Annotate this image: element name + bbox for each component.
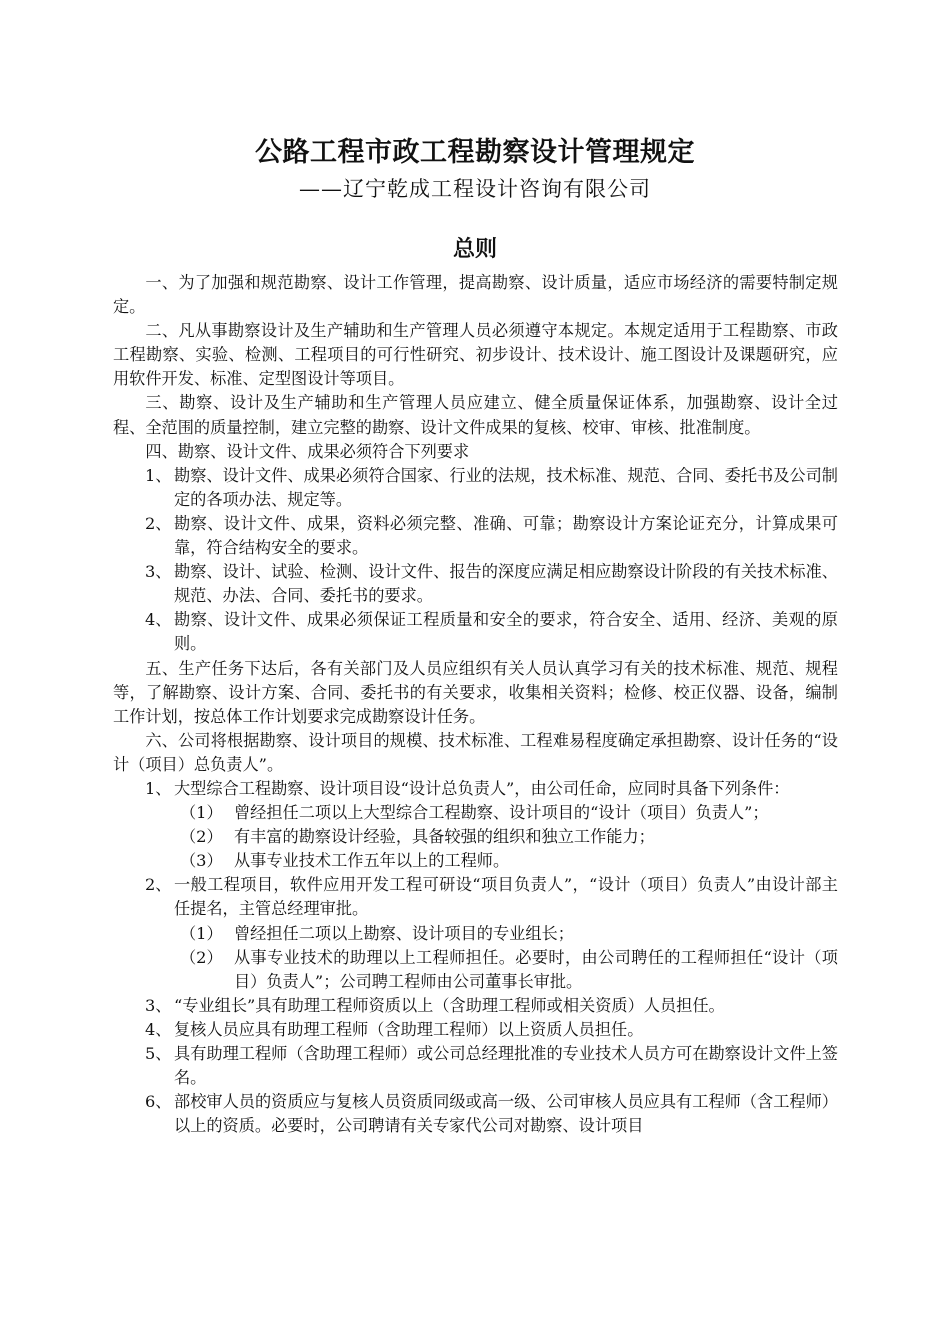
list-number: 3、 — [145, 562, 172, 582]
list-item — [113, 1090, 838, 1138]
list-number: 3、 — [145, 995, 172, 1015]
sub-list-item — [113, 922, 838, 946]
paragraph-4: 四、勘察、设计文件、成果必须符合下列要求 — [145, 441, 470, 461]
paragraph-6: 六、公司将根据勘察、设计项目的规模、技术标准、工程难易程度确定承担勘察、设计任务的“设计（项目）总负责人”。 — [113, 730, 838, 774]
paragraph-3: 三、勘察、设计及生产辅助和生产管理人员应建立、健全质量保证体系，加强勘察、设计全过程、全范围的质量控制，建立完整的勘察、设计文件成果的复核、校审、审核、批准制度。 — [113, 393, 838, 437]
list-item — [113, 1042, 838, 1090]
list-number: 2、 — [145, 513, 172, 533]
list-number: 1、 — [145, 778, 172, 798]
sub-list-item — [113, 946, 838, 994]
list-text: 具有助理工程师（含助理工程师）或公司总经理批准的专业技术人员方可在勘察设计文件上签名。 — [174, 1044, 838, 1088]
sub-list-text: 从事专业技术的助理以上工程师担任。必要时，由公司聘任的工程师担任“设计（项目）负责人”；公司聘工程师由公司董事长审批。 — [234, 947, 838, 991]
list-text: 复核人员应具有助理工程师（含助理工程师）以上资质人员担任。 — [174, 1019, 644, 1039]
list-item — [113, 464, 838, 512]
sub-list-item — [113, 825, 838, 849]
list-text: 大型综合工程勘察、设计项目设“设计总负责人”，由公司任命，应同时具备下列条件： — [174, 778, 790, 798]
list-item — [113, 994, 838, 1018]
list-item — [113, 608, 838, 656]
paragraph-1: 一、为了加强和规范勘察、设计工作管理，提高勘察、设计质量，适应市场经济的需要特制定规定。 — [113, 273, 838, 317]
list-text: 勘察、设计文件、成果，资料必须完整、准确、可靠；勘察设计方案论证充分，计算成果可靠，符合结构安全的要求。 — [174, 513, 838, 558]
sub-list-text: 从事专业技术工作五年以上的工程师。 — [234, 851, 510, 871]
sub-list-number: （2） — [180, 827, 223, 847]
list-item — [113, 1018, 838, 1042]
sub-list-number: （3） — [180, 851, 223, 871]
section-heading: 总则 — [452, 236, 497, 262]
list-number: 1、 — [145, 465, 172, 485]
list-text: 部校审人员的资质应与复核人员资质同级或高一级、公司审核人员应具有工程师（含工程师）以上的资质。必要时，公司聘请有关专家代公司对勘察、设计项目 — [174, 1092, 838, 1136]
list-text: 勘察、设计文件、成果必须保证工程质量和安全的要求，符合安全、适用、经济、美观的原则。 — [174, 610, 838, 654]
sub-list-number: （1） — [180, 923, 223, 943]
list-text: “专业组长”具有助理工程师资质以上（含助理工程师或相关资质）人员担任。 — [174, 995, 725, 1015]
sub-list-text: 曾经担任二项以上大型综合工程勘察、设计项目的“设计（项目）负责人”； — [234, 803, 769, 823]
document-subtitle: ——辽宁乾成工程设计咨询有限公司 — [299, 177, 651, 201]
list-item — [113, 512, 838, 560]
list-number: 4、 — [145, 610, 172, 630]
paragraph-2: 二、凡从事勘察设计及生产辅助和生产管理人员必须遵守本规定。本规定适用于工程勘察、市政工程勘察、实验、检测、工程项目的可行性研究、初步设计、技术设计、施工图设计及课题研究，应用软件开发、标准、定型图设计等项目。 — [113, 321, 838, 389]
list-text: 勘察、设计文件、成果必须符合国家、行业的法规，技术标准、规范、合同、委托书及公司制定的各项办法、规定等。 — [174, 465, 838, 509]
sub-list-text: 有丰富的勘察设计经验，具备较强的组织和独立工作能力； — [234, 827, 655, 847]
list-text: 勘察、设计、试验、检测、设计文件、报告的深度应满足相应勘察设计阶段的有关技术标准、规范、办法、合同、委托书的要求。 — [174, 562, 838, 606]
list-item — [113, 873, 838, 921]
document-body — [113, 271, 838, 1138]
list-number: 4、 — [145, 1019, 172, 1039]
sub-list-item — [113, 801, 838, 825]
sub-list-item — [113, 849, 838, 873]
list-number: 2、 — [145, 875, 172, 895]
list-text: 一般工程项目，软件应用开发工程可研设“项目负责人”，“设计（项目）负责人”由设计部主任提名，主管总经理审批。 — [174, 875, 838, 919]
sub-list-number: （1） — [180, 803, 223, 823]
sub-list-text: 曾经担任二项以上勘察、设计项目的专业组长； — [234, 923, 574, 943]
document-title: 公路工程市政工程勘察设计管理规定 — [255, 137, 695, 168]
list-number: 6、 — [145, 1092, 172, 1112]
list-item — [113, 777, 838, 801]
paragraph-5: 五、生产任务下达后，各有关部门及人员应组织有关人员认真学习有关的技术标准、规范、规程等，了解勘察、设计方案、合同、委托书的有关要求，收集相关资料；检修、校正仪器、设备，编制工作计划，按总体工作计划要求完成勘察设计任务。 — [113, 658, 838, 726]
list-number: 5、 — [145, 1044, 172, 1063]
sub-list-number: （2） — [180, 947, 223, 967]
list-item — [113, 560, 838, 608]
